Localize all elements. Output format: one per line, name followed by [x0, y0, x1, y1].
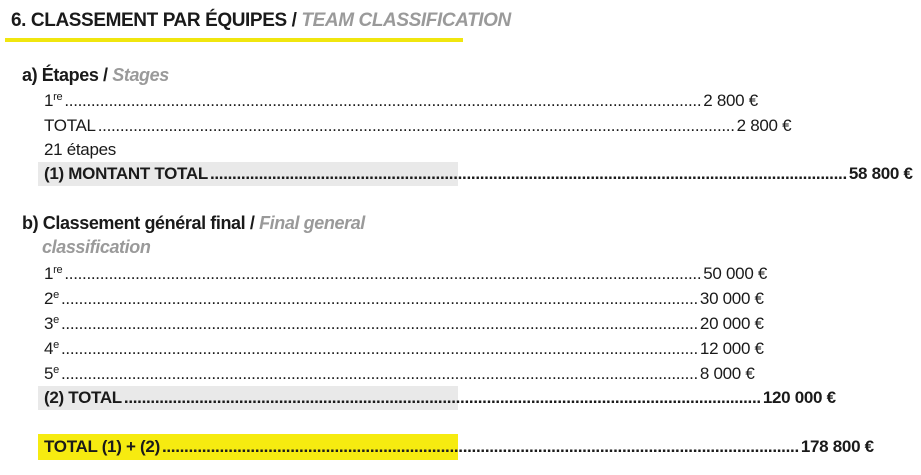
prize-row	[38, 337, 764, 361]
leader-dots	[64, 89, 701, 113]
prize-rank: 3e	[44, 314, 59, 333]
section-a-total-label: (1) MONTANT TOTAL	[44, 164, 208, 183]
prize-amount: 2 800 €	[736, 116, 792, 135]
prize-rank: 2e	[44, 289, 59, 308]
prize-amount: 30 000 €	[699, 289, 764, 308]
prize-row	[38, 262, 768, 286]
section-a-title-en: Stages	[112, 65, 169, 85]
prize-row	[38, 312, 764, 336]
section-b-title-en-1: Final general	[259, 213, 365, 233]
prize-row	[38, 362, 755, 386]
prize-amount: 8 000 €	[699, 364, 755, 383]
section-a-title-fr: a) Étapes /	[22, 65, 113, 85]
prize-rank: 1re	[44, 91, 63, 110]
leader-dots	[61, 312, 698, 336]
leader-dots	[61, 362, 698, 386]
section-a-total-row	[38, 162, 913, 186]
leader-dots	[124, 386, 761, 410]
stage-count: 21 étapes	[44, 140, 116, 159]
prize-row	[38, 114, 792, 138]
section-b-total-value: 120 000 €	[762, 388, 836, 407]
leader-dots	[61, 287, 698, 311]
section-b-total-row	[38, 386, 836, 410]
leader-dots	[162, 434, 799, 460]
section-b-title	[22, 212, 365, 235]
prize-amount: 50 000 €	[703, 264, 768, 283]
grand-total-value: 178 800 €	[800, 437, 874, 456]
section-b-title-fr: b) Classement général final /	[22, 213, 260, 233]
prize-row	[38, 89, 758, 113]
section-a-total-value: 58 800 €	[848, 164, 913, 183]
prize-row	[38, 287, 764, 311]
prize-rank: TOTAL	[44, 116, 96, 135]
page-header	[5, 6, 511, 42]
header-title-fr: 6. CLASSEMENT PAR ÉQUIPES /	[11, 10, 302, 31]
header-title-en: TEAM CLASSIFICATION	[301, 10, 511, 31]
prize-amount: 2 800 €	[703, 91, 758, 110]
prize-amount: 20 000 €	[699, 314, 764, 333]
prize-amount: 12 000 €	[699, 339, 764, 358]
prize-rank: 4e	[44, 339, 59, 358]
leader-dots	[98, 114, 735, 138]
prize-rank: 5e	[44, 364, 59, 383]
leader-dots	[210, 162, 847, 186]
leader-dots	[61, 337, 698, 361]
section-b-title-cont	[42, 236, 150, 259]
grand-total-label: TOTAL (1) + (2)	[44, 437, 160, 456]
grand-total-row	[38, 434, 874, 460]
section-b-title-en-2: classification	[42, 237, 151, 257]
section-b-total-label: (2) TOTAL	[44, 388, 122, 407]
stage-count-row	[38, 138, 458, 162]
leader-dots	[64, 262, 701, 286]
prize-rank: 1re	[44, 264, 63, 283]
section-a-title	[22, 64, 169, 87]
